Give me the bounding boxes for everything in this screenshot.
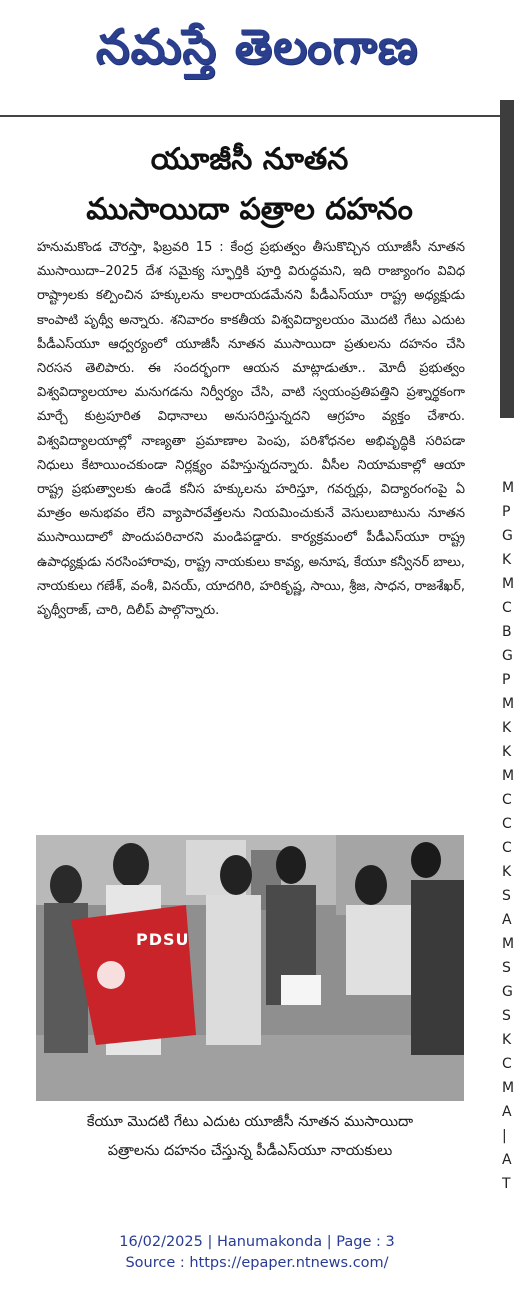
- strip-letter: P: [502, 504, 511, 520]
- strip-letter: M: [502, 480, 514, 496]
- strip-letter: A: [502, 1104, 512, 1120]
- strip-letter: A: [502, 912, 512, 928]
- strip-letter: S: [502, 1008, 511, 1024]
- strip-letter: C: [502, 600, 512, 616]
- strip-letter: S: [502, 960, 511, 976]
- headline-line-2: ముసాయిదా పత్రాల దహనం: [86, 192, 413, 227]
- masthead: [0, 0, 514, 105]
- adjacent-photo: [500, 100, 514, 418]
- newspaper-logo: నమస్తే తెలంగాణ: [95, 18, 419, 75]
- strip-letter: K: [502, 552, 512, 568]
- footer-date-location: 16/02/2025 | Hanumakonda | Page : 3: [119, 1234, 395, 1250]
- photo-caption: [36, 1108, 464, 1166]
- masthead-divider: [0, 115, 500, 117]
- strip-letter: S: [502, 888, 511, 904]
- strip-letter: K: [502, 1032, 512, 1048]
- protest-photo-image: [36, 835, 464, 1101]
- footer-source: Source : https://epaper.ntnews.com/: [125, 1255, 389, 1271]
- headline-line-1: యూజీసీ నూతన: [150, 142, 349, 177]
- strip-letter: B: [502, 624, 512, 640]
- strip-letter: K: [502, 744, 512, 760]
- strip-letter: C: [502, 816, 512, 832]
- strip-letter: C: [502, 1056, 512, 1072]
- strip-letter: P: [502, 672, 511, 688]
- strip-letter: G: [502, 984, 513, 1000]
- protest-photo: [36, 835, 464, 1101]
- strip-letter: G: [502, 648, 513, 664]
- strip-letter: A: [502, 1152, 512, 1168]
- strip-letter: M: [502, 768, 514, 784]
- caption-line-1: కేయూ మొదటి గేటు ఎదుట యూజీసీ నూతన ముసాయిదా: [86, 1114, 414, 1130]
- strip-letter: K: [502, 720, 512, 736]
- strip-letter: T: [502, 1176, 511, 1192]
- strip-letter: K: [502, 864, 512, 880]
- strip-letter: G: [502, 528, 513, 544]
- caption-line-2: పత్రాలను దహనం చేస్తున్న పీడీఎస్‌యూ నాయకులు: [107, 1143, 393, 1159]
- strip-letter: C: [502, 840, 512, 856]
- strip-letter: M: [502, 936, 514, 952]
- page-footer: [0, 1232, 514, 1274]
- strip-letter: M: [502, 576, 514, 592]
- strip-letter: |: [502, 1128, 507, 1144]
- banner-text: PDSU: [136, 930, 190, 949]
- article-body: హనుమకొండ చౌరస్తా, ఫిబ్రవరి 15 : కేంద్ర ప్రభుత్వం తీసుకొచ్చిన యూజీసీ నూతన ముసాయిదా–2025 దేశ సమైక్య స్ఫూర్తికి పూర్తి విరుద్ధమని, ఇది రాజ్యాంగం వివిధ రాష్ట్రాలకు కల్పించిన హక్కులను కాలరాయడమేనని పీడీఎస్‌యూ రాష్ట్ర అధ్యక్షుడు కాంపాటి పృథ్వీ అన్నారు. శనివారం కాకతీయ విశ్వవిద్యాలయం మొదటి గేటు ఎదుట పీడీఎస్‌యూ ఆధ్వర్యంలో యూజీసీ నూతన ముసాయిదా ప్రతులను దహనం చేసి నిరసన తెలిపారు. ఈ సందర్భంగా ఆయన మాట్లాడుతూ.. మోదీ ప్రభుత్వం విశ్వవిద్యాలయాల మనుగడను నిర్వీర్యం చేసి, వాటి స్వయంప్రతిపత్తిని ప్రశ్నార్థకంగా మార్చే కుట్రపూరిత విధానాలు అనుసరిస్తున్నదని ఆగ్రహం వ్యక్తం చేశారు. విశ్వవిద్యాలయాల్లో నాణ్యతా ప్రమాణాల పెంపు, పరిశోధనల అభివృద్ధికి సరిపడా నిధులు కేటాయించకుండా నిర్లక్ష్యం వహిస్తున్నదన్నారు. వీసీల నియామకాల్లో ఆయా రాష్ట్ర ప్రభుత్వాలకు ఉండే కనీస హక్కులను హరిస్తూ, గవర్నర్లు, విద్యారంగంపై ఏ మాత్రం అనుభవం లేని వ్యాపారవేత్తలను నియమించుకునే వెసులుబాటును నూతన ముసాయిదాలో పొందుపరిచారని మండిపడ్డారు. కార్యక్రమంలో పీడీఎస్‌యూ రాష్ట్ర ఉపాధ్యక్షుడు నరసింహారావు, రాష్ట్ర నాయకులు కావ్య, అనూష, కేయూ కన్వీనర్ బాలు, నాయకులు గణేశ్, వంశీ, వినయ్, యాదగిరి, హరికృష్ణ, సాయి, శ్రీజ, సాధన, రాజశేఖర్, పృథ్వీరాజ్, చారి, దిలీప్ పాల్గొన్నారు.: [37, 240, 465, 619]
- strip-letter: M: [502, 696, 514, 712]
- strip-letter: C: [502, 792, 512, 808]
- adjacent-article-strip: [500, 100, 514, 1192]
- article-headline: [12, 135, 487, 235]
- strip-letter: M: [502, 1080, 514, 1096]
